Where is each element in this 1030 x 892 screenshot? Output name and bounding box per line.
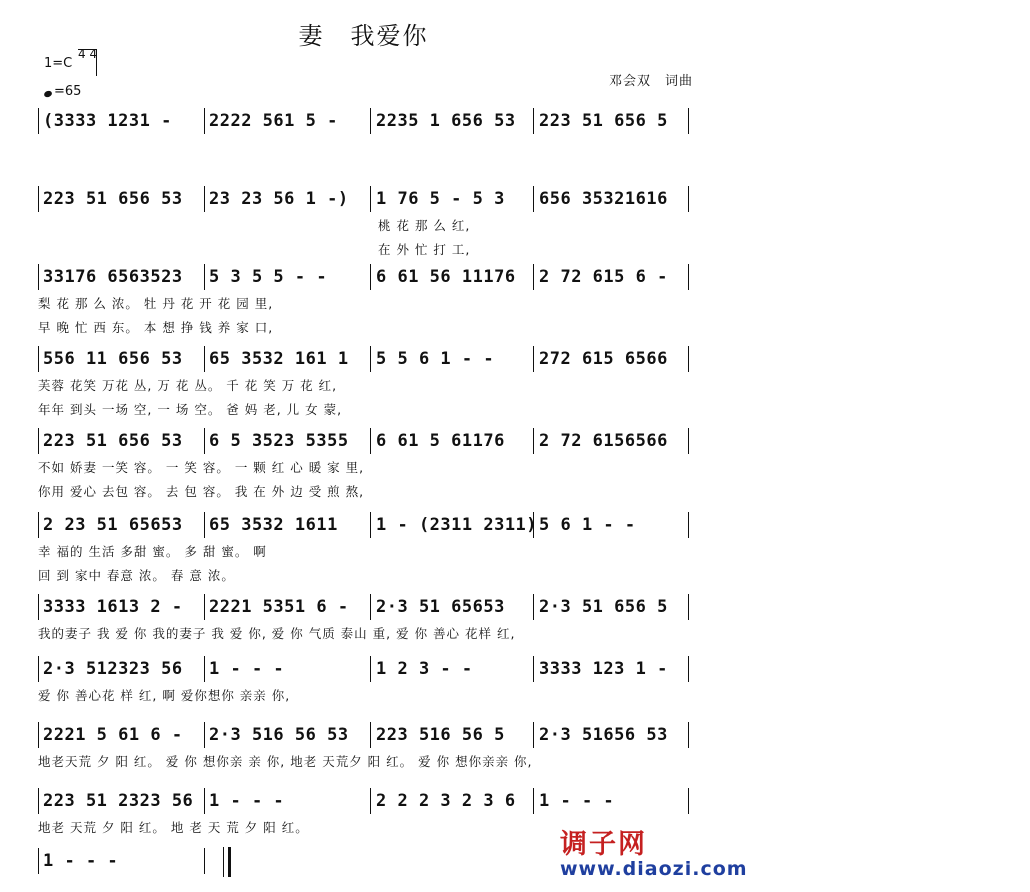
measure bbox=[38, 594, 205, 620]
notes-line bbox=[38, 108, 690, 134]
meter-bottom: 4 bbox=[89, 47, 98, 61]
measure-notes: 1 - - - bbox=[209, 659, 285, 679]
lyric-line: 回 到 家中 春意 浓。 春 意 浓。 bbox=[38, 568, 235, 583]
measure bbox=[372, 594, 534, 620]
lyric-line: 不如 娇妻 一笑 容。 一 笑 容。 一 颗 红 心 暖 家 里, bbox=[38, 460, 365, 475]
notes-line bbox=[38, 722, 690, 748]
notes-line bbox=[38, 186, 690, 212]
notes-line bbox=[38, 788, 690, 814]
author-credit: 邓会双 词曲 bbox=[608, 74, 693, 89]
key-signature: 1=C bbox=[44, 56, 73, 71]
notes-line bbox=[38, 594, 690, 620]
measure-notes: 3333 1613 2 - bbox=[43, 597, 183, 617]
lyric-line: 梨 花 那 么 浓。 牡 丹 花 开 花 园 里, bbox=[38, 296, 274, 311]
notes-line bbox=[38, 346, 690, 372]
meter-top: 4 bbox=[78, 47, 86, 61]
tempo-value: =65 bbox=[54, 84, 82, 99]
measure bbox=[38, 346, 205, 372]
measure-notes: 556 11 656 53 bbox=[43, 349, 183, 369]
measure-notes: 3333 123 1 - bbox=[539, 659, 668, 679]
measure bbox=[38, 428, 205, 454]
measure-notes: 2 23 51 65653 bbox=[43, 515, 183, 535]
measure-notes: 2·3 516 56 53 bbox=[209, 725, 349, 745]
measure bbox=[205, 186, 371, 212]
measure-notes: 223 51 656 53 bbox=[43, 431, 183, 451]
measure-notes: 1 2 3 - - bbox=[376, 659, 473, 679]
lyric-line: 芙蓉 花笑 万花 丛, 万 花 丛。 千 花 笑 万 花 红, bbox=[38, 378, 338, 393]
lyric-line: 早 晚 忙 西 东。 本 想 挣 钱 养 家 口, bbox=[38, 320, 274, 335]
measure-notes: 6 61 56 11176 bbox=[376, 267, 516, 287]
lyric-line: 我的妻子 我 爱 你 我的妻子 我 爱 你, 爱 你 气质 泰山 重, 爱 你 善心 花样 红, bbox=[38, 626, 516, 641]
measure bbox=[535, 788, 689, 814]
measure-notes: 1 - - - bbox=[209, 791, 285, 811]
score-title: 妻 我爱你 bbox=[298, 22, 429, 50]
measure bbox=[372, 512, 538, 538]
measure bbox=[38, 788, 205, 814]
notes-line bbox=[38, 656, 690, 682]
measure bbox=[372, 788, 534, 814]
time-signature bbox=[78, 48, 97, 60]
notes-line bbox=[38, 264, 690, 290]
measure bbox=[535, 512, 689, 538]
measure bbox=[372, 722, 534, 748]
measure-notes: 2235 1 656 53 bbox=[376, 111, 516, 131]
measure-notes: 223 51 656 5 bbox=[539, 111, 668, 131]
measure bbox=[205, 594, 371, 620]
measure bbox=[205, 656, 371, 682]
measure-notes: 65 3532 1611 bbox=[209, 515, 338, 535]
measure bbox=[38, 264, 205, 290]
measure bbox=[205, 264, 371, 290]
measure-notes: 23 23 56 1 -) bbox=[209, 189, 349, 209]
lyric-line: 年年 到头 一场 空, 一 场 空。 爸 妈 老, 儿 女 蒙, bbox=[38, 402, 343, 417]
measure bbox=[535, 346, 689, 372]
measure bbox=[372, 108, 534, 134]
measure bbox=[38, 512, 205, 538]
measure bbox=[535, 594, 689, 620]
lyric-line: 幸 福的 生活 多甜 蜜。 多 甜 蜜。 啊 bbox=[38, 544, 267, 559]
lyric-line: 地老天荒 夕 阳 红。 爱 你 想你亲 亲 你, 地老 天荒夕 阳 红。 爱 你 想你亲亲 你, bbox=[38, 754, 533, 769]
measure bbox=[205, 108, 371, 134]
measure bbox=[205, 346, 371, 372]
measure bbox=[535, 186, 689, 212]
measure bbox=[205, 788, 371, 814]
quarter-note-icon bbox=[43, 90, 53, 98]
notes-line bbox=[38, 428, 690, 454]
measure-notes: 223 51 656 53 bbox=[43, 189, 183, 209]
measure bbox=[38, 722, 205, 748]
measure bbox=[205, 428, 371, 454]
measure-notes: 1 - - - bbox=[539, 791, 615, 811]
measure-notes: 656 35321616 bbox=[539, 189, 668, 209]
lyric-line: 在 外 忙 打 工, bbox=[378, 242, 471, 257]
lyric-line: 爱 你 善心花 样 红, 啊 爱你想你 亲亲 你, bbox=[38, 688, 291, 703]
measure-notes: 6 5 3523 5355 bbox=[209, 431, 349, 451]
lyric-line: 地老 天荒 夕 阳 红。 地 老 天 荒 夕 阳 红。 bbox=[38, 820, 309, 835]
measure-notes: 1 - (2311 2311) bbox=[376, 515, 538, 535]
measure-notes: 272 615 6566 bbox=[539, 349, 668, 369]
measure-notes: 2 72 6156566 bbox=[539, 431, 668, 451]
measure bbox=[38, 848, 205, 874]
measure bbox=[535, 264, 689, 290]
measure-notes: 2222 561 5 - bbox=[209, 111, 338, 131]
measure-notes: 65 3532 161 1 bbox=[209, 349, 349, 369]
measure-notes: 5 5 6 1 - - bbox=[376, 349, 495, 369]
measure bbox=[372, 346, 534, 372]
measure bbox=[535, 428, 689, 454]
measure-notes: 2·3 51 656 5 bbox=[539, 597, 668, 617]
measure-notes: 2 2 2 3 2 3 6 bbox=[376, 791, 516, 811]
measure bbox=[535, 722, 689, 748]
measure-notes: 223 516 56 5 bbox=[376, 725, 505, 745]
measure-notes: 5 3 5 5 - - bbox=[209, 267, 328, 287]
measure-notes: (3333 1231 - bbox=[43, 111, 172, 131]
measure-notes: 1 76 5 - 5 3 bbox=[376, 189, 505, 209]
measure bbox=[372, 264, 534, 290]
measure-notes: 2·3 512323 56 bbox=[43, 659, 183, 679]
measure bbox=[38, 108, 205, 134]
measure-notes: 33176 6563523 bbox=[43, 267, 183, 287]
measure bbox=[38, 186, 205, 212]
measure bbox=[372, 656, 534, 682]
measure-notes: 5 6 1 - - bbox=[539, 515, 636, 535]
measure-notes: 2·3 51 65653 bbox=[376, 597, 505, 617]
final-barline bbox=[223, 847, 231, 877]
notes-line bbox=[38, 512, 690, 538]
measure-notes: 2 72 615 6 - bbox=[539, 267, 668, 287]
measure bbox=[38, 656, 205, 682]
measure bbox=[372, 428, 534, 454]
measure-notes: 223 51 2323 56 bbox=[43, 791, 194, 811]
measure bbox=[205, 722, 371, 748]
measure bbox=[535, 656, 689, 682]
watermark-url: www.diaozi.com bbox=[560, 858, 748, 880]
watermark-logo: 调子网 bbox=[560, 829, 647, 860]
measure-notes: 2·3 51656 53 bbox=[539, 725, 668, 745]
measure bbox=[372, 186, 534, 212]
lyric-line: 你用 爱心 去包 容。 去 包 容。 我 在 外 边 受 煎 熬, bbox=[38, 484, 365, 499]
measure-notes: 6 61 5 61176 bbox=[376, 431, 505, 451]
measure-notes: 2221 5 61 6 - bbox=[43, 725, 183, 745]
measure bbox=[205, 512, 371, 538]
tempo-marking bbox=[44, 84, 81, 99]
measure-notes: 2221 5351 6 - bbox=[209, 597, 349, 617]
measure bbox=[535, 108, 689, 134]
measure-notes: 1 - - - bbox=[43, 851, 119, 871]
lyric-line: 桃 花 那 么 红, bbox=[378, 218, 471, 233]
